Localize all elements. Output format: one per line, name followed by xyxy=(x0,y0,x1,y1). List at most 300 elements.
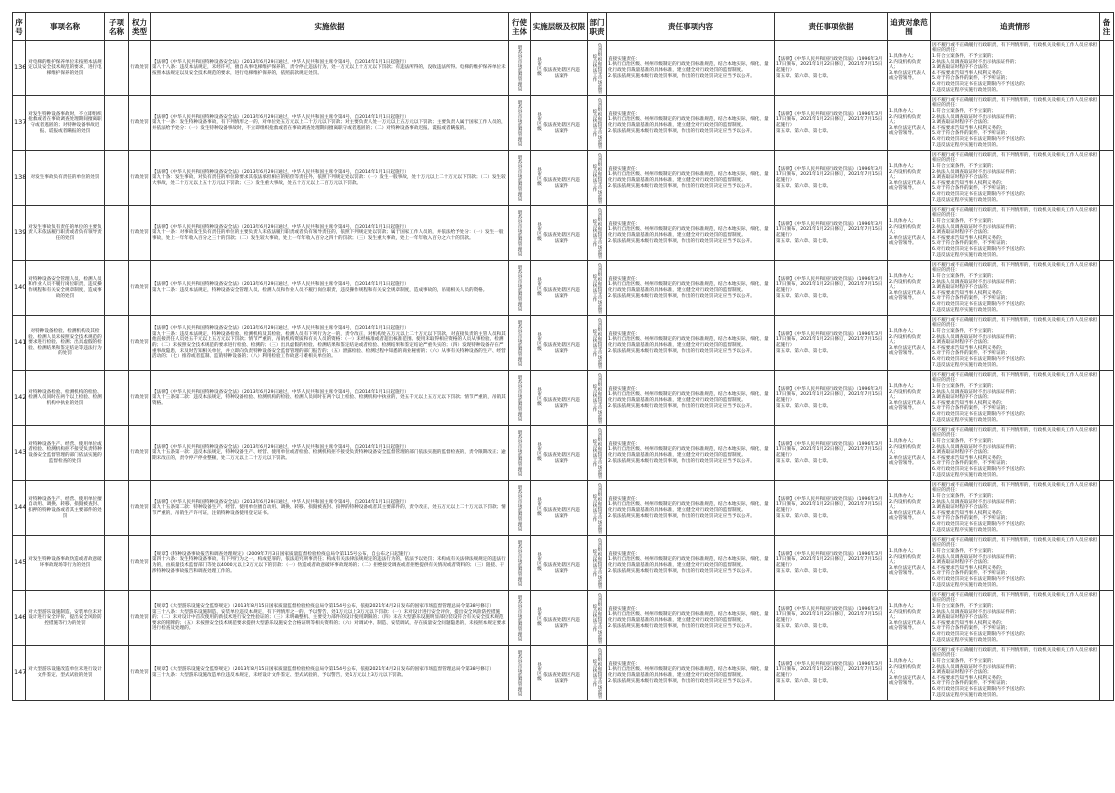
subject-cell-text: 昭苏县市场监督管理局 xyxy=(517,155,522,201)
seq-cell-text: 136 xyxy=(14,63,27,72)
dept-cell-text: 负责组织和指导市场监管综合执法工作 xyxy=(592,262,602,314)
basis-cell xyxy=(151,206,509,261)
target-cell xyxy=(888,646,931,701)
target-cell-text: 1.具体办人； 2.内设机构负责人； 3.单位法定代表人或分管领导。 xyxy=(889,549,926,577)
resp-content-cell-text: 直接实施责任： 1.执行自治区级、州州市级制定的行政处罚标准规范，结合本地实际，细化、量化行政处罚裁量基准的具体标准，建立健全对行政处罚的监督制度。 2.依法依规实施本级行政处罚事项，作出的行政处罚决定应当予以公开。 xyxy=(608,276,769,299)
seq-cell xyxy=(13,591,26,646)
basis-cell xyxy=(151,151,509,206)
accountability-cell xyxy=(931,481,1100,536)
header-resp-content: 责任事项内容 xyxy=(607,13,775,41)
resp-basis-cell xyxy=(775,646,888,701)
level-scope: 依法查处辖区内违法案件 xyxy=(543,123,580,134)
target-cell-text: 1.具体办人； 2.内设机构负责人； 3.单位法定代表人或分管领导。 xyxy=(889,494,926,522)
resp-basis-cell-text: 【法律】《中华人民共和国行政处罚法》（1996年3月17日颁布，2021年1月22日修订，2021年7月15日起施行） 第五章、第六章、第七章。 xyxy=(776,111,883,134)
power-type-cell xyxy=(129,536,151,591)
subject-cell xyxy=(509,261,531,316)
level-tier: 县市区级 xyxy=(536,551,542,571)
seq-cell xyxy=(13,96,26,151)
power-type-cell-text: 行政处罚 xyxy=(130,120,149,126)
note-cell xyxy=(1100,536,1114,591)
basis-cell-text: 【法律】《中华人民共和国特种设备安全法》（2013年6月29日通过，中华人民共和国主席令第4号，自2014年1月1日起施行） 第九十三条：违反本法规定，特种设备检验、检测机构及其检验、检测人员有下列行为之一的，责令改正，对机构处五万元以上二十万元以下罚款，对直接负责的主管人员和其他直接责任人员处五千元以上五万元以下罚款；情节严重的，吊销机构资质和有关人员的资格：（一）未经核准或者超出核准范围、使用未取得相应资格的人员从事检验、检测的；（二）未按照安全技术规范的要求进行检验、检测的；（三）出具虚假的检验、检测结果和鉴定结论或者检验、检测结果和鉴定结论严重失实的；（四）发现特种设备存在严重事故隐患，未及时告知相关单位，并立即向负责特种设备安全监督管理的部门报告的；（五）泄露检验、检测过程中知悉的商业秘密的；（六）从事有关特种设备的生产、经营活动的；（七）推荐或者监制、监销特种设备的；（八）利用检验工作故意刁难相关单位的。 xyxy=(152,326,506,360)
basis-cell-text: 【法律】《中华人民共和国特种设备安全法》（2013年6月29日通过，中华人民共和国主席令第4号，自2014年1月1日起施行） 第九十三条第二款：违反本法规定，特种设备检验、检测机构的检验、检测人员同时在两个以上检验、检测机构中执业的，处五千元以上五万元以下罚款；情节严重的，吊销其资格。 xyxy=(152,389,506,406)
header-accountability: 追责情形 xyxy=(931,13,1100,41)
accountability-cell-text: 因不履行或不正确履行行政职责，有下列情形的，行政机关及相关工作人员应承担相应的责任： 1.符合立案条件，不予立案的； 2.执法人员调查取证时不出示执法证件的； 3.调查取证时程序不合法的； 4.不按要求告知当事人权利义务的； 5.对于符合条件的案件，不予听证的； 6.对行政处罚决定书在法定期限内不予送达的； 7.违反法定程序实施行政处罚的。 xyxy=(932,42,1098,93)
basis-cell xyxy=(151,591,509,646)
subject-cell-text: 昭苏县市场监督管理局 xyxy=(517,430,522,476)
item-name-cell xyxy=(26,591,105,646)
header-resp-basis: 责任事项依据 xyxy=(775,13,888,41)
resp-content-cell xyxy=(607,591,775,646)
level-tier: 县市区级 xyxy=(536,166,542,186)
target-cell-text: 1.具体办人； 2.内设机构负责人； 3.单位法定代表人或分管领导。 xyxy=(889,219,926,247)
basis-cell xyxy=(151,96,509,151)
power-type-cell xyxy=(129,316,151,371)
sub-item-cell xyxy=(105,261,129,316)
target-cell-text: 1.具体办人； 2.内设机构负责人； 3.单位法定代表人或分管领导。 xyxy=(889,659,926,687)
dept-cell xyxy=(588,261,607,316)
target-cell xyxy=(888,371,931,426)
accountability-cell-text: 因不履行或不正确履行行政职责，有下列情形的，行政机关及相关工作人员应承担相应的责任： 1.符合立案条件，不予立案的； 2.执法人员调查取证时不出示执法证件的； 3.调查取证时程序不合法的； 4.不按要求告知当事人权利义务的； 5.对于符合条件的案件，不予听证的； 6.对行政处罚决定书在法定期限内不予送达的； 7.违反法定程序实施行政处罚的。 xyxy=(932,152,1098,203)
subject-cell-text: 昭苏县市场监督管理局 xyxy=(517,100,522,146)
item-name-cell-text: 对大型游乐设施改造单位未进行设计文件鉴定、型式试验的处罚 xyxy=(28,667,102,678)
seq-cell-text: 146 xyxy=(14,613,27,622)
sub-item-cell xyxy=(105,316,129,371)
header-note: 备注 xyxy=(1100,13,1114,41)
resp-content-cell-text: 直接实施责任： 1.执行自治区级、州州市级制定的行政处罚标准规范，结合本地实际，细化、量化行政处罚裁量基准的具体标准，建立健全对行政处罚的监督制度。 2.依法依规实施本级行政处罚事项，作出的行政处罚决定应当予以公开。 xyxy=(608,166,769,189)
seq-cell xyxy=(13,426,26,481)
resp-basis-cell xyxy=(775,536,888,591)
dept-cell-text: 负责组织和指导市场监管综合执法工作 xyxy=(592,427,602,479)
subject-cell-text: 昭苏县市场监督管理局 xyxy=(517,375,522,421)
seq-cell-text: 145 xyxy=(14,558,27,567)
note-cell xyxy=(1100,481,1114,536)
dept-cell xyxy=(588,96,607,151)
table-row xyxy=(13,371,1114,426)
item-name-cell xyxy=(26,261,105,316)
resp-basis-cell xyxy=(775,426,888,481)
seq-cell-text: 141 xyxy=(14,338,27,347)
header-row xyxy=(13,13,1114,41)
sub-item-cell xyxy=(105,206,129,261)
basis-cell-text: 【规章】《大型游乐设施安全监察规定》（2013年8月15日国家质量监督检验检疫总局令第154号公布，依据2021年4月2日发布的国家市场监督管理总局令第38号修订） 第三十八条：大型游乐设施制造、安装单位违反本规定，有下列情形之一的，予以警告，处1万元以上3万元以下罚款：（一）未对设计进行安全评价，提出安全风险防控措施的；（二）未对设计中首次使用的新技术进行安全性验证的；（三）未明确整机、主要受力部件的设计使用期限的；（四）未在大型游乐设施明显部位装设符合有关安全技术规范要求的铭牌的；（五）未按照安全技术规范要求提供大型游乐设施安全合格证明等相关资料的；（六）对调试中、制造、安装调试，存在质量安全问题隐患的，未按照本规定要求进行检查及处理的。 xyxy=(152,604,506,632)
basis-cell xyxy=(151,316,509,371)
item-name-cell-text: 对特种设备生产、经营、使用单位或者检验、检测机构拒不接受负责特种设备安全监督管理的部门依法实施的监督检查的处罚 xyxy=(28,441,102,464)
header-subject: 行使主体 xyxy=(509,13,531,41)
item-name-cell xyxy=(26,426,105,481)
header-basis: 实施依据 xyxy=(151,13,509,41)
power-type-cell-text: 行政处罚 xyxy=(130,395,149,401)
seq-cell xyxy=(13,41,26,96)
sub-item-cell xyxy=(105,481,129,536)
page-sheet xyxy=(12,12,1113,791)
resp-content-cell xyxy=(607,371,775,426)
basis-cell xyxy=(151,426,509,481)
resp-basis-cell-text: 【法律】《中华人民共和国行政处罚法》（1996年3月17日颁布，2021年1月22日修订，2021年7月15日起施行） 第五章、第六章、第七章。 xyxy=(776,551,883,574)
header-target: 追责对象范围 xyxy=(888,13,931,41)
item-name-cell-text: 对特种设备检验、检测机构的检验、检测人员同时在两个以上检验、检测机构中执业的处罚 xyxy=(28,389,102,406)
subject-cell xyxy=(509,371,531,426)
level-tier: 县市区级 xyxy=(536,331,542,351)
level-scope: 依法查处辖区内违法案件 xyxy=(543,618,580,629)
level-scope: 依法查处辖区内违法案件 xyxy=(543,288,580,299)
power-type-cell-text: 行政处罚 xyxy=(130,340,149,346)
resp-basis-cell-text: 【法律】《中华人民共和国行政处罚法》（1996年3月17日颁布，2021年1月22日修订，2021年7月15日起施行） 第五章、第六章、第七章。 xyxy=(776,221,883,244)
accountability-cell xyxy=(931,536,1100,591)
power-list-table xyxy=(12,12,1114,701)
subject-cell xyxy=(509,41,531,96)
subject-cell xyxy=(509,316,531,371)
seq-cell xyxy=(13,646,26,701)
resp-basis-cell-text: 【法律】《中华人民共和国行政处罚法》（1996年3月17日颁布，2021年1月22日修订，2021年7月15日起施行） 第五章、第六章、第七章。 xyxy=(776,496,883,519)
power-type-cell xyxy=(129,646,151,701)
dept-cell-text: 负责组织和指导市场监管综合执法工作 xyxy=(592,42,602,94)
note-cell xyxy=(1100,206,1114,261)
level-cell xyxy=(531,151,588,206)
resp-content-cell xyxy=(607,41,775,96)
note-cell xyxy=(1100,96,1114,151)
dept-cell xyxy=(588,481,607,536)
table-row xyxy=(13,151,1114,206)
level-tier: 县市区级 xyxy=(536,386,542,406)
dept-cell xyxy=(588,536,607,591)
note-cell xyxy=(1100,316,1114,371)
level-cell xyxy=(531,591,588,646)
target-cell-text: 1.具体办人； 2.内设机构负责人； 3.单位法定代表人或分管领导。 xyxy=(889,109,926,137)
resp-basis-cell-text: 【法律】《中华人民共和国行政处罚法》（1996年3月17日颁布，2021年1月22日修订，2021年7月15日起施行） 第五章、第六章、第七章。 xyxy=(776,441,883,464)
accountability-cell xyxy=(931,206,1100,261)
level-scope: 依法查处辖区内违法案件 xyxy=(543,508,580,519)
item-name-cell-text: 对特种设备生产、经营、使用单位擅自动用、调换、转移、损毁被查封、扣押的特种设备或者其主要部件的处罚 xyxy=(28,496,102,519)
target-cell xyxy=(888,96,931,151)
accountability-cell-text: 因不履行或不正确履行行政职责，有下列情形的，行政机关及相关工作人员应承担相应的责任： 1.符合立案条件，不予立案的； 2.执法人员调查取证时不出示执法证件的； 3.调查取证时程序不合法的； 4.不按要求告知当事人权利义务的； 5.对于符合条件的案件，不予听证的； 6.对行政处罚决定书在法定期限内不予送达的； 7.违反法定程序实施行政处罚的。 xyxy=(932,207,1098,258)
table-row xyxy=(13,206,1114,261)
basis-cell-text: 【规章】《特种设备事故报告和调查处理规定》（2009年7月3日国家质量监督检验检疫总局令第115号公布，自公布之日起施行） 第四十六条：发生特种设备事故，有下列行为之一，构成犯罪的，依法追究刑事责任；构成有关法律法规规定的违法行为的，依法予以处罚；未构成有关法律法规规定的违法行为的，由质量技术监督部门等处以4000元以上2万元以下的罚款：（一）伪造或者故意破坏事故现场的；（二）拒绝接受调查或者拒绝提供有关情况或者资料的；（三）阻挠、干涉特种设备事故报告和调查处理工作的。 xyxy=(152,551,506,574)
item-name-cell-text: 对发生特种设备事故伪造或者故意破坏事故现场等行为的处罚 xyxy=(28,557,102,568)
seq-cell xyxy=(13,481,26,536)
header-sub-item: 子项名称 xyxy=(105,13,129,41)
power-type-cell-text: 行政处罚 xyxy=(130,615,149,621)
resp-basis-cell-text: 【法律】《中华人民共和国行政处罚法》（1996年3月17日颁布，2021年1月22日修订，2021年7月15日起施行） 第五章、第六章、第七章。 xyxy=(776,661,883,684)
dept-cell-text: 负责组织和指导市场监管综合执法工作 xyxy=(592,482,602,534)
resp-basis-cell-text: 【法律】《中华人民共和国行政处罚法》（1996年3月17日颁布，2021年1月22日修订，2021年7月15日起施行） 第五章、第六章、第七章。 xyxy=(776,276,883,299)
resp-basis-cell xyxy=(775,316,888,371)
basis-cell xyxy=(151,646,509,701)
item-name-cell-text: 对发生事故负有责任的单位的主要负责人未依法履行职责或者负有领导责任的处罚 xyxy=(28,224,102,241)
subject-cell xyxy=(509,96,531,151)
subject-cell-text: 昭苏县市场监督管理局 xyxy=(517,320,522,366)
seq-cell xyxy=(13,206,26,261)
dept-cell xyxy=(588,151,607,206)
sub-item-cell xyxy=(105,426,129,481)
resp-basis-cell-text: 【法律】《中华人民共和国行政处罚法》（1996年3月17日颁布，2021年1月22日修订，2021年7月15日起施行） 第五章、第六章、第七章。 xyxy=(776,331,883,354)
target-cell-text: 1.具体办人； 2.内设机构负责人； 3.单位法定代表人或分管领导。 xyxy=(889,54,926,82)
item-name-cell xyxy=(26,316,105,371)
item-name-cell xyxy=(26,96,105,151)
item-name-cell-text: 对发生事故负有责任的单位的处罚 xyxy=(30,175,100,181)
seq-cell xyxy=(13,316,26,371)
subject-cell-text: 昭苏县市场监督管理局 xyxy=(517,540,522,586)
level-cell xyxy=(531,96,588,151)
subject-cell-text: 昭苏县市场监督管理局 xyxy=(517,210,522,256)
level-cell xyxy=(531,646,588,701)
sub-item-cell xyxy=(105,646,129,701)
resp-content-cell-text: 直接实施责任： 1.执行自治区级、州州市级制定的行政处罚标准规范，结合本地实际，细化、量化行政处罚裁量基准的具体标准，建立健全对行政处罚的监督制度。 2.依法依规实施本级行政处罚事项，作出的行政处罚决定应当予以公开。 xyxy=(608,496,769,519)
accountability-cell-text: 因不履行或不正确履行行政职责，有下列情形的，行政机关及相关工作人员应承担相应的责任： 1.符合立案条件，不予立案的； 2.执法人员调查取证时不出示执法证件的； 3.调查取证时程序不合法的； 4.不按要求告知当事人权利义务的； 5.对于符合条件的案件，不予听证的； 6.对行政处罚决定书在法定期限内不予送达的； 7.违反法定程序实施行政处罚的。 xyxy=(932,537,1098,588)
sub-item-cell xyxy=(105,151,129,206)
basis-cell-text: 【法律】《中华人民共和国特种设备安全法》（2013年6月29日通过，中华人民共和国主席令第4号，自2014年1月1日起施行） 第九十条：发生事故，对负有责任的单位除要求其依法承担相应的赔偿等责任外，依照下列规定处以罚款：（一）发生一般事故，处十万元以上二十万元以下罚款；（二）发生较大事故，处二十万元以上五十万元以下罚款；（三）发生重大事故，处五十万元以上二百万元以下罚款。 xyxy=(152,169,506,186)
target-cell-text: 1.具体办人； 2.内设机构负责人； 3.单位法定代表人或分管领导。 xyxy=(889,274,926,302)
item-name-cell xyxy=(26,646,105,701)
item-name-cell-text: 对特种设备安全管理人员、检测人员和作业人员不履行岗位职责，违反操作规程和有关安全规章制度，造成事故的处罚 xyxy=(28,276,102,299)
subject-cell xyxy=(509,481,531,536)
power-type-cell-text: 行政处罚 xyxy=(130,65,149,71)
note-cell xyxy=(1100,591,1114,646)
dept-cell-text: 负责组织和指导市场监管综合执法工作 xyxy=(592,592,602,644)
note-cell xyxy=(1100,646,1114,701)
item-name-cell xyxy=(26,536,105,591)
header-power-type: 权力类型 xyxy=(129,13,151,41)
basis-cell-text: 【法律】《中华人民共和国特种设备安全法》（2013年6月29日通过，中华人民共和国主席令第4号，自2014年1月1日起施行） 第九十二条：违反本法规定，特种设备安全管理人员、检测人员和作业人员不履行岗位职责，违反操作规程和有关安全规章制度，造成事故的，吊销相关人员的资格。 xyxy=(152,282,488,293)
subject-cell-text: 昭苏县市场监督管理局 xyxy=(517,45,522,91)
accountability-cell xyxy=(931,591,1100,646)
level-tier: 县市区级 xyxy=(536,661,542,681)
accountability-cell xyxy=(931,426,1100,481)
resp-basis-cell xyxy=(775,41,888,96)
item-name-cell xyxy=(26,41,105,96)
resp-content-cell-text: 直接实施责任： 1.执行自治区级、州州市级制定的行政处罚标准规范，结合本地实际，细化、量化行政处罚裁量基准的具体标准，建立健全对行政处罚的监督制度。 2.依法依规实施本级行政处罚事项，作出的行政处罚决定应当予以公开。 xyxy=(608,661,769,684)
accountability-cell-text: 因不履行或不正确履行行政职责，有下列情形的，行政机关及相关工作人员应承担相应的责任： 1.符合立案条件，不予立案的； 2.执法人员调查取证时不出示执法证件的； 3.调查取证时程序不合法的； 4.不按要求告知当事人权利义务的； 5.对于符合条件的案件，不予听证的； 6.对行政处罚决定书在法定期限内不予送达的； 7.违反法定程序实施行政处罚的。 xyxy=(932,647,1098,698)
accountability-cell xyxy=(931,151,1100,206)
subject-cell xyxy=(509,591,531,646)
dept-cell-text: 负责组织和指导市场监管综合执法工作 xyxy=(592,152,602,204)
accountability-cell-text: 因不履行或不正确履行行政职责，有下列情形的，行政机关及相关工作人员应承担相应的责任： 1.符合立案条件，不予立案的； 2.执法人员调查取证时不出示执法证件的； 3.调查取证时程序不合法的； 4.不按要求告知当事人权利义务的； 5.对于符合条件的案件，不予听证的； 6.对行政处罚决定书在法定期限内不予送达的； 7.违反法定程序实施行政处罚的。 xyxy=(932,317,1098,368)
power-type-cell xyxy=(129,206,151,261)
accountability-cell-text: 因不履行或不正确履行行政职责，有下列情形的，行政机关及相关工作人员应承担相应的责任： 1.符合立案条件，不予立案的； 2.执法人员调查取证时不出示执法证件的； 3.调查取证时程序不合法的； 4.不按要求告知当事人权利义务的； 5.对于符合条件的案件，不予听证的； 6.对行政处罚决定书在法定期限内不予送达的； 7.违反法定程序实施行政处罚的。 xyxy=(932,262,1098,313)
power-type-cell xyxy=(129,481,151,536)
resp-basis-cell xyxy=(775,481,888,536)
resp-basis-cell-text: 【法律】《中华人民共和国行政处罚法》（1996年3月17日颁布，2021年1月22日修订，2021年7月15日起施行） 第五章、第六章、第七章。 xyxy=(776,166,883,189)
level-cell xyxy=(531,426,588,481)
resp-content-cell xyxy=(607,151,775,206)
power-type-cell-text: 行政处罚 xyxy=(130,175,149,181)
level-tier: 县市区级 xyxy=(536,56,542,76)
basis-cell-text: 【规章】《大型游乐设施安全监察规定》（2013年8月15日国家质量监督检验检疫总局令第154号公布，依据2021年4月2日发布的国家市场监督管理总局令第38号修订） 第三十九条：大型游乐设施改造单位违反本规定，未经设计文件鉴定、型式试验的，予以警告，处1万元以上3万元以下罚款。 xyxy=(152,667,495,678)
level-cell xyxy=(531,536,588,591)
resp-content-cell-text: 直接实施责任： 1.执行自治区级、州州市级制定的行政处罚标准规范，结合本地实际，细化、量化行政处罚裁量基准的具体标准，建立健全对行政处罚的监督制度。 2.依法依规实施本级行政处罚事项，作出的行政处罚决定应当予以公开。 xyxy=(608,386,769,409)
resp-content-cell-text: 直接实施责任： 1.执行自治区级、州州市级制定的行政处罚标准规范，结合本地实际，细化、量化行政处罚裁量基准的具体标准，建立健全对行政处罚的监督制度。 2.依法依规实施本级行政处罚事项，作出的行政处罚决定应当予以公开。 xyxy=(608,551,769,574)
basis-cell xyxy=(151,261,509,316)
note-cell xyxy=(1100,261,1114,316)
target-cell xyxy=(888,481,931,536)
note-cell xyxy=(1100,151,1114,206)
level-scope: 依法查处辖区内违法案件 xyxy=(543,343,580,354)
level-scope: 依法查处辖区内违法案件 xyxy=(543,233,580,244)
resp-basis-cell xyxy=(775,261,888,316)
dept-cell xyxy=(588,371,607,426)
table-row xyxy=(13,96,1114,151)
level-tier: 县市区级 xyxy=(536,441,542,461)
level-scope: 依法查处辖区内违法案件 xyxy=(543,398,580,409)
target-cell xyxy=(888,591,931,646)
table-row xyxy=(13,41,1114,96)
resp-content-cell-text: 直接实施责任： 1.执行自治区级、州州市级制定的行政处罚标准规范，结合本地实际，细化、量化行政处罚裁量基准的具体标准，建立健全对行政处罚的监督制度。 2.依法依规实施本级行政处罚事项，作出的行政处罚决定应当予以公开。 xyxy=(608,441,769,464)
resp-basis-cell-text: 【法律】《中华人民共和国行政处罚法》（1996年3月17日颁布，2021年1月22日修订，2021年7月15日起施行） 第五章、第六章、第七章。 xyxy=(776,606,883,629)
table-row xyxy=(13,316,1114,371)
item-name-cell xyxy=(26,371,105,426)
resp-basis-cell xyxy=(775,206,888,261)
accountability-cell xyxy=(931,261,1100,316)
power-type-cell-text: 行政处罚 xyxy=(130,670,149,676)
power-type-cell xyxy=(129,41,151,96)
level-scope: 依法查处辖区内违法案件 xyxy=(543,563,580,574)
target-cell xyxy=(888,41,931,96)
dept-cell-text: 负责组织和指导市场监管综合执法工作 xyxy=(592,647,602,699)
target-cell xyxy=(888,151,931,206)
accountability-cell xyxy=(931,646,1100,701)
subject-cell xyxy=(509,151,531,206)
dept-cell xyxy=(588,41,607,96)
power-type-cell-text: 行政处罚 xyxy=(130,450,149,456)
resp-content-cell-text: 直接实施责任： 1.执行自治区级、州州市级制定的行政处罚标准规范，结合本地实际，细化、量化行政处罚裁量基准的具体标准，建立健全对行政处罚的监督制度。 2.依法依规实施本级行政处罚事项，作出的行政处罚决定应当予以公开。 xyxy=(608,56,769,79)
accountability-cell xyxy=(931,371,1100,426)
level-scope: 依法查处辖区内违法案件 xyxy=(543,673,580,684)
sub-item-cell xyxy=(105,41,129,96)
resp-content-cell xyxy=(607,536,775,591)
level-cell xyxy=(531,481,588,536)
power-type-cell-text: 行政处罚 xyxy=(130,560,149,566)
target-cell-text: 1.具体办人； 2.内设机构负责人； 3.单位法定代表人或分管领导。 xyxy=(889,439,926,467)
dept-cell-text: 负责组织和指导市场监管综合执法工作 xyxy=(592,97,602,149)
level-tier: 县市区级 xyxy=(536,496,542,516)
power-type-cell xyxy=(129,371,151,426)
table-row xyxy=(13,646,1114,701)
accountability-cell xyxy=(931,316,1100,371)
resp-content-cell xyxy=(607,426,775,481)
accountability-cell-text: 因不履行或不正确履行行政职责，有下列情形的，行政机关及相关工作人员应承担相应的责任： 1.符合立案条件，不予立案的； 2.执法人员调查取证时不出示执法证件的； 3.调查取证时程序不合法的； 4.不按要求告知当事人权利义务的； 5.对于符合条件的案件，不予听证的； 6.对行政处罚决定书在法定期限内不予送达的； 7.违反法定程序实施行政处罚的。 xyxy=(932,482,1098,533)
power-type-cell xyxy=(129,426,151,481)
level-tier: 县市区级 xyxy=(536,221,542,241)
power-type-cell-text: 行政处罚 xyxy=(130,230,149,236)
accountability-cell xyxy=(931,41,1100,96)
dept-cell xyxy=(588,206,607,261)
dept-cell xyxy=(588,646,607,701)
subject-cell xyxy=(509,646,531,701)
subject-cell xyxy=(509,426,531,481)
accountability-cell xyxy=(931,96,1100,151)
table-row xyxy=(13,536,1114,591)
resp-content-cell xyxy=(607,316,775,371)
target-cell xyxy=(888,316,931,371)
target-cell-text: 1.具体办人； 2.内设机构负责人； 3.单位法定代表人或分管领导。 xyxy=(889,164,926,192)
power-type-cell xyxy=(129,591,151,646)
resp-basis-cell xyxy=(775,371,888,426)
basis-cell xyxy=(151,41,509,96)
sub-item-cell xyxy=(105,96,129,151)
item-name-cell xyxy=(26,481,105,536)
note-cell xyxy=(1100,41,1114,96)
item-name-cell-text: 对大型游乐设施制造、安装单位未对设计进行安全评价，提出安全风险防控措施等行为的处罚 xyxy=(28,609,102,626)
seq-cell-text: 144 xyxy=(14,503,27,512)
level-scope: 依法查处辖区内违法案件 xyxy=(543,178,580,189)
resp-basis-cell-text: 【法律】《中华人民共和国行政处罚法》（1996年3月17日颁布，2021年1月22日修订，2021年7月15日起施行） 第五章、第六章、第七章。 xyxy=(776,56,883,79)
dept-cell xyxy=(588,426,607,481)
basis-cell xyxy=(151,481,509,536)
table-row xyxy=(13,261,1114,316)
level-cell xyxy=(531,261,588,316)
level-cell xyxy=(531,206,588,261)
item-name-cell xyxy=(26,151,105,206)
table-row xyxy=(13,481,1114,536)
seq-cell-text: 142 xyxy=(14,393,27,402)
accountability-cell-text: 因不履行或不正确履行行政职责，有下列情形的，行政机关及相关工作人员应承担相应的责任： 1.符合立案条件，不予立案的； 2.执法人员调查取证时不出示执法证件的； 3.调查取证时程序不合法的； 4.不按要求告知当事人权利义务的； 5.对于符合条件的案件，不予听证的； 6.对行政处罚决定书在法定期限内不予送达的； 7.违反法定程序实施行政处罚的。 xyxy=(932,372,1098,423)
dept-cell-text: 负责组织和指导市场监管综合执法工作 xyxy=(592,317,602,369)
level-cell xyxy=(531,316,588,371)
header-item-name: 事项名称 xyxy=(26,13,105,41)
resp-content-cell-text: 直接实施责任： 1.执行自治区级、州州市级制定的行政处罚标准规范，结合本地实际，细化、量化行政处罚裁量基准的具体标准，建立健全对行政处罚的监督制度。 2.依法依规实施本级行政处罚事项，作出的行政处罚决定应当予以公开。 xyxy=(608,221,769,244)
item-name-cell-text: 对发生特种设备事故时，不立即组织抢救或者在事故调查处理期间擅离职守或者逃匿的；对特种设备事故迟报、谎报或者瞒报的处罚 xyxy=(28,111,102,134)
seq-cell-text: 140 xyxy=(14,283,27,292)
target-cell-text: 1.具体办人； 2.内设机构负责人； 3.单位法定代表人或分管领导。 xyxy=(889,384,926,412)
target-cell-text: 1.具体办人； 2.内设机构负责人； 3.单位法定代表人或分管领导。 xyxy=(889,604,926,632)
sub-item-cell xyxy=(105,591,129,646)
note-cell xyxy=(1100,371,1114,426)
dept-cell xyxy=(588,591,607,646)
seq-cell xyxy=(13,536,26,591)
resp-content-cell xyxy=(607,261,775,316)
subject-cell xyxy=(509,536,531,591)
dept-cell-text: 负责组织和指导市场监管综合执法工作 xyxy=(592,207,602,259)
level-tier: 县市区级 xyxy=(536,606,542,626)
table-row xyxy=(13,591,1114,646)
subject-cell-text: 昭苏县市场监督管理局 xyxy=(517,650,522,696)
table-row xyxy=(13,426,1114,481)
resp-content-cell xyxy=(607,96,775,151)
basis-cell xyxy=(151,536,509,591)
seq-cell-text: 147 xyxy=(14,668,27,677)
header-level: 实施层级及权限 xyxy=(531,13,588,41)
power-type-cell xyxy=(129,96,151,151)
resp-content-cell-text: 直接实施责任： 1.执行自治区级、州州市级制定的行政处罚标准规范，结合本地实际，细化、量化行政处罚裁量基准的具体标准，建立健全对行政处罚的监督制度。 2.依法依规实施本级行政处罚事项，作出的行政处罚决定应当予以公开。 xyxy=(608,606,769,629)
basis-cell-text: 【法律】《中华人民共和国特种设备安全法》（2013年6月29日通过，中华人民共和国主席令第4号，自2014年1月1日起施行） 第八十八条：违反本法规定，未经许可，擅自从事电梯维护保养的，责令停止违法行为，处一万元以上十万元以下罚款；有违法所得的，没收违法所得。电梯的维护保养单位未按照本法规定以及安全技术规范的要求，进行电梯维护保养的，依照前款规定处罚。 xyxy=(152,59,506,76)
note-cell xyxy=(1100,426,1114,481)
dept-cell-text: 负责组织和指导市场监管综合执法工作 xyxy=(592,372,602,424)
level-tier: 县市区级 xyxy=(536,276,542,296)
seq-cell xyxy=(13,371,26,426)
sub-item-cell xyxy=(105,536,129,591)
accountability-cell-text: 因不履行或不正确履行行政职责，有下列情形的，行政机关及相关工作人员应承担相应的责任： 1.符合立案条件，不予立案的； 2.执法人员调查取证时不出示执法证件的； 3.调查取证时程序不合法的； 4.不按要求告知当事人权利义务的； 5.对于符合条件的案件，不予听证的； 6.对行政处罚决定书在法定期限内不予送达的； 7.违反法定程序实施行政处罚的。 xyxy=(932,592,1098,643)
level-scope: 依法查处辖区内违法案件 xyxy=(543,453,580,464)
basis-cell-text: 【法律】《中华人民共和国特种设备安全法》（2013年6月29日通过，中华人民共和国主席令第4号，自2014年1月1日起施行） 第九十一条：发生特种设备事故，有下列情形之一的，对单位处五万元以上二十万元以下罚款；对主要负责人处一万元以上五万元以下罚款；主要负责人属于国家工作人员的，并依法给予处分：（一）发生特种设备事故时，不立即组织抢救或者在事故调查处理期间擅离职守或者逃匿的；（二）对特种设备事故迟报、谎报或者瞒报的。 xyxy=(152,114,506,131)
basis-cell-text: 【法律】《中华人民共和国特种设备安全法》（2013年6月29日通过，中华人民共和国主席令第4号，自2014年1月1日起施行） 第九十五条第二款：特种设备生产、经营、使用单位擅自动用、调换、转移、损毁被查封、扣押的特种设备或者其主要部件的，责令改正，处五万元以上二十万元以下罚款；情节严重的，吊销生产许可证，注销特种设备使用登记证书。 xyxy=(152,499,506,516)
resp-basis-cell xyxy=(775,151,888,206)
resp-content-cell xyxy=(607,206,775,261)
seq-cell-text: 143 xyxy=(14,448,27,457)
dept-cell-text: 负责组织和指导市场监管综合执法工作 xyxy=(592,537,602,589)
basis-cell-text: 【法律】《中华人民共和国特种设备安全法》（2013年6月29日通过，中华人民共和国主席令第4号，自2014年1月1日起施行） 第九十一条：对事故发生负有责任的单位的主要负责人未依法履行职责或者负有领导责任的，依照下列规定处以罚款；属于国家工作人员的，并依法给予处分：（一）发生一般事故，处上一年年收入百分之三十的罚款；（二）发生较大事故，处上一年年收入百分之四十的罚款；（三）发生重大事故，处上一年年收入百分之六十的罚款。 xyxy=(152,224,504,241)
level-cell xyxy=(531,371,588,426)
accountability-cell-text: 因不履行或不正确履行行政职责，有下列情形的，行政机关及相关工作人员应承担相应的责任： 1.符合立案条件，不予立案的； 2.执法人员调查取证时不出示执法证件的； 3.调查取证时程序不合法的； 4.不按要求告知当事人权利义务的； 5.对于符合条件的案件，不予听证的； 6.对行政处罚决定书在法定期限内不予送达的； 7.违反法定程序实施行政处罚的。 xyxy=(932,427,1098,478)
seq-cell-text: 137 xyxy=(14,118,27,127)
accountability-cell-text: 因不履行或不正确履行行政职责，有下列情形的，行政机关及相关工作人员应承担相应的责任： 1.符合立案条件，不予立案的； 2.执法人员调查取证时不出示执法证件的； 3.调查取证时程序不合法的； 4.不按要求告知当事人权利义务的； 5.对于符合条件的案件，不予听证的； 6.对行政处罚决定书在法定期限内不予送达的； 7.违反法定程序实施行政处罚的。 xyxy=(932,97,1098,148)
power-type-cell xyxy=(129,151,151,206)
target-cell xyxy=(888,536,931,591)
seq-cell-text: 139 xyxy=(14,228,27,237)
sub-item-cell xyxy=(105,371,129,426)
resp-content-cell-text: 直接实施责任： 1.执行自治区级、州州市级制定的行政处罚标准规范，结合本地实际，细化、量化行政处罚裁量基准的具体标准，建立健全对行政处罚的监督制度。 2.依法依规实施本级行政处罚事项，作出的行政处罚决定应当予以公开。 xyxy=(608,331,769,354)
seq-cell xyxy=(13,261,26,316)
resp-content-cell xyxy=(607,646,775,701)
resp-content-cell xyxy=(607,481,775,536)
